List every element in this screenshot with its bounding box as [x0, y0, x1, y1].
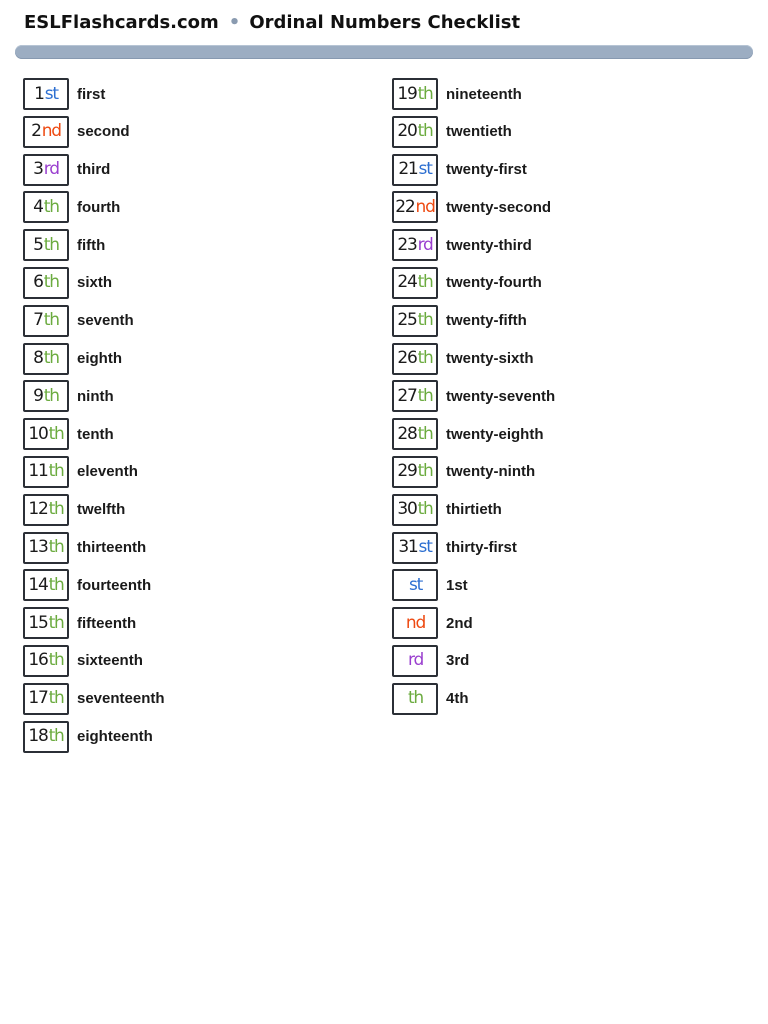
ordinal-suffix: rd [43, 159, 59, 180]
checklist-item [392, 229, 555, 261]
ordinal-suffix: th [417, 423, 433, 444]
ordinal-suffix: th [417, 121, 433, 142]
ordinal-number: 7 [33, 310, 43, 331]
ordinal-suffix: th [43, 272, 59, 293]
ordinal-number: 12 [28, 499, 48, 520]
ordinal-suffix: th [417, 499, 433, 520]
checklist-item [392, 191, 555, 223]
ordinal-card [392, 191, 438, 223]
ordinal-word: thirty-first [446, 539, 517, 557]
ordinal-word: twenty-sixth [446, 350, 534, 368]
ordinal-number: 28 [397, 423, 417, 444]
ordinal-card [23, 116, 69, 148]
ordinal-word: eighteenth [77, 728, 153, 746]
ordinal-number: 27 [397, 385, 417, 406]
ordinal-suffix: th [417, 83, 433, 104]
ordinal-number: 10 [28, 423, 48, 444]
ordinal-word: twenty-third [446, 236, 532, 254]
ordinal-suffix: th [43, 196, 59, 217]
ordinal-suffix: th [48, 574, 64, 595]
checklist-item [392, 683, 555, 715]
ordinal-suffix: st [408, 574, 423, 595]
ordinal-number: 25 [397, 310, 417, 331]
ordinal-card [392, 267, 438, 299]
ordinal-word: 2nd [446, 614, 473, 632]
ordinal-card [392, 645, 438, 677]
ordinal-number: 3 [33, 159, 43, 180]
ordinal-word: second [77, 123, 130, 141]
ordinal-number: 11 [28, 461, 48, 482]
checklist-item [392, 343, 555, 375]
ordinal-card [23, 154, 69, 186]
ordinal-suffix: st [44, 83, 58, 104]
ordinal-word: twenty-first [446, 161, 527, 179]
ordinal-card [23, 191, 69, 223]
checklist-item [23, 569, 165, 601]
ordinal-number: 30 [397, 499, 417, 520]
ordinal-number: 15 [28, 612, 48, 633]
checklist-item [23, 343, 165, 375]
ordinal-card [23, 494, 69, 526]
ordinal-word: fifth [77, 236, 106, 254]
ordinal-suffix: th [43, 234, 59, 255]
ordinal-word: 4th [446, 690, 469, 708]
ordinal-suffix: th [48, 423, 64, 444]
checklist-item [392, 607, 555, 639]
ordinal-card [23, 645, 69, 677]
ordinal-number: 5 [33, 234, 43, 255]
ordinal-card [392, 569, 438, 601]
checklist-item [23, 116, 165, 148]
ordinal-suffix: th [48, 726, 64, 747]
ordinal-card [23, 418, 69, 450]
ordinal-number: 13 [28, 537, 48, 558]
ordinal-word: first [77, 85, 106, 103]
ordinal-card [392, 154, 438, 186]
ordinal-card [392, 229, 438, 261]
ordinal-card [392, 494, 438, 526]
ordinal-suffix: rd [417, 234, 433, 255]
checklist-item [392, 78, 555, 110]
ordinal-word: ninth [77, 387, 114, 405]
ordinal-card [23, 532, 69, 564]
ordinal-card [392, 343, 438, 375]
ordinal-card [23, 78, 69, 110]
ordinal-suffix: th [407, 688, 424, 709]
ordinal-card [23, 721, 69, 753]
page-title: Ordinal Numbers Checklist [249, 11, 521, 33]
ordinal-number: 21 [398, 159, 418, 180]
ordinal-card [23, 267, 69, 299]
ordinal-card [392, 456, 438, 488]
ordinal-number: 26 [397, 348, 417, 369]
ordinal-card [392, 305, 438, 337]
ordinal-number: 22 [395, 196, 415, 217]
ordinal-number: 31 [398, 537, 418, 558]
ordinal-word: twenty-second [446, 198, 552, 216]
ordinal-card [23, 456, 69, 488]
ordinal-word: tenth [77, 425, 114, 443]
checklist-item [23, 607, 165, 639]
ordinal-word: sixteenth [77, 652, 143, 670]
ordinal-word: twentieth [446, 123, 512, 141]
ordinal-word: sixth [77, 274, 113, 292]
checklist-item [392, 532, 555, 564]
ordinal-card [392, 418, 438, 450]
ordinal-word: twenty-eighth [446, 425, 544, 443]
ordinal-suffix: th [48, 688, 64, 709]
ordinal-number: 23 [397, 234, 417, 255]
ordinal-card [23, 305, 69, 337]
ordinal-suffix: th [43, 348, 59, 369]
ordinal-number: 16 [28, 650, 48, 671]
ordinal-word: twenty-ninth [446, 463, 536, 481]
ordinal-number: 8 [33, 348, 43, 369]
ordinal-suffix: nd [405, 612, 426, 633]
ordinal-word: twelfth [77, 501, 126, 519]
ordinal-word: thirtieth [446, 501, 502, 519]
header-divider-bar [15, 45, 753, 59]
ordinal-suffix: th [48, 499, 64, 520]
ordinal-word: eighth [77, 350, 122, 368]
left-column [23, 78, 165, 758]
ordinal-card [23, 683, 69, 715]
ordinal-word: fifteenth [77, 614, 137, 632]
ordinal-card [392, 683, 438, 715]
ordinal-card [23, 569, 69, 601]
checklist-item [23, 229, 165, 261]
checklist-item [392, 305, 555, 337]
ordinal-word: eleventh [77, 463, 138, 481]
checklist-item [23, 456, 165, 488]
checklist-item [392, 456, 555, 488]
checklist-item [392, 494, 555, 526]
ordinal-card [392, 116, 438, 148]
ordinal-suffix: th [48, 612, 64, 633]
ordinal-suffix: th [48, 537, 64, 558]
checklist-item [392, 569, 555, 601]
checklist-item [23, 418, 165, 450]
ordinal-card [392, 78, 438, 110]
ordinal-number: 6 [33, 272, 43, 293]
ordinal-number: 29 [397, 461, 417, 482]
ordinal-word: twenty-seventh [446, 387, 556, 405]
ordinal-number: 18 [28, 726, 48, 747]
checklist-item [392, 116, 555, 148]
ordinal-number: 4 [33, 196, 43, 217]
ordinal-number: 24 [397, 272, 417, 293]
ordinal-suffix: st [418, 159, 432, 180]
ordinal-number: 17 [28, 688, 48, 709]
ordinal-number: 14 [28, 574, 48, 595]
checklist-item [392, 267, 555, 299]
ordinal-suffix: nd [415, 196, 435, 217]
ordinal-suffix: th [48, 461, 64, 482]
ordinal-card [392, 532, 438, 564]
ordinal-suffix: th [417, 461, 433, 482]
ordinal-card [392, 380, 438, 412]
ordinal-word: twenty-fourth [446, 274, 542, 292]
checklist-item [392, 645, 555, 677]
checklist-item [23, 154, 165, 186]
checklist-item [23, 683, 165, 715]
checklist-item [392, 418, 555, 450]
ordinal-suffix: th [48, 650, 64, 671]
page-header [24, 8, 520, 36]
checklist-item [392, 154, 555, 186]
checklist-item [23, 267, 165, 299]
ordinal-suffix: th [43, 310, 59, 331]
ordinal-card [23, 229, 69, 261]
ordinal-card [23, 607, 69, 639]
ordinal-number: 2 [31, 121, 41, 142]
ordinal-word: fourteenth [77, 576, 152, 594]
ordinal-suffix: th [43, 385, 59, 406]
checklist-item [392, 380, 555, 412]
ordinal-word: 1st [446, 576, 468, 594]
ordinal-number: 1 [34, 83, 44, 104]
ordinal-number: 19 [397, 83, 417, 104]
checklist-item [23, 305, 165, 337]
ordinal-suffix: th [417, 310, 433, 331]
ordinal-word: twenty-fifth [446, 312, 527, 330]
ordinal-word: 3rd [446, 652, 470, 670]
checklist-item [23, 494, 165, 526]
ordinal-card [23, 343, 69, 375]
site-name: ESLFlashcards.com [24, 11, 219, 33]
ordinal-word: seventh [77, 312, 134, 330]
ordinal-word: third [77, 161, 111, 179]
checklist-item [23, 721, 165, 753]
ordinal-card [392, 607, 438, 639]
ordinal-card [23, 380, 69, 412]
ordinal-word: seventeenth [77, 690, 165, 708]
ordinal-word: nineteenth [446, 85, 522, 103]
checklist-item [23, 191, 165, 223]
ordinal-word: fourth [77, 198, 121, 216]
ordinal-suffix: th [417, 348, 433, 369]
ordinal-suffix: th [417, 385, 433, 406]
header-separator: • [228, 11, 241, 33]
checklist-item [23, 645, 165, 677]
ordinal-suffix: st [418, 537, 432, 558]
checklist-item [23, 380, 165, 412]
ordinal-suffix: th [417, 272, 433, 293]
checklist-item [23, 78, 165, 110]
ordinal-number: 9 [33, 385, 43, 406]
ordinal-suffix: rd [407, 650, 424, 671]
ordinal-word: thirteenth [77, 539, 147, 557]
right-column [392, 78, 555, 721]
ordinal-number: 20 [397, 121, 417, 142]
checklist-item [23, 532, 165, 564]
ordinal-suffix: nd [41, 121, 61, 142]
